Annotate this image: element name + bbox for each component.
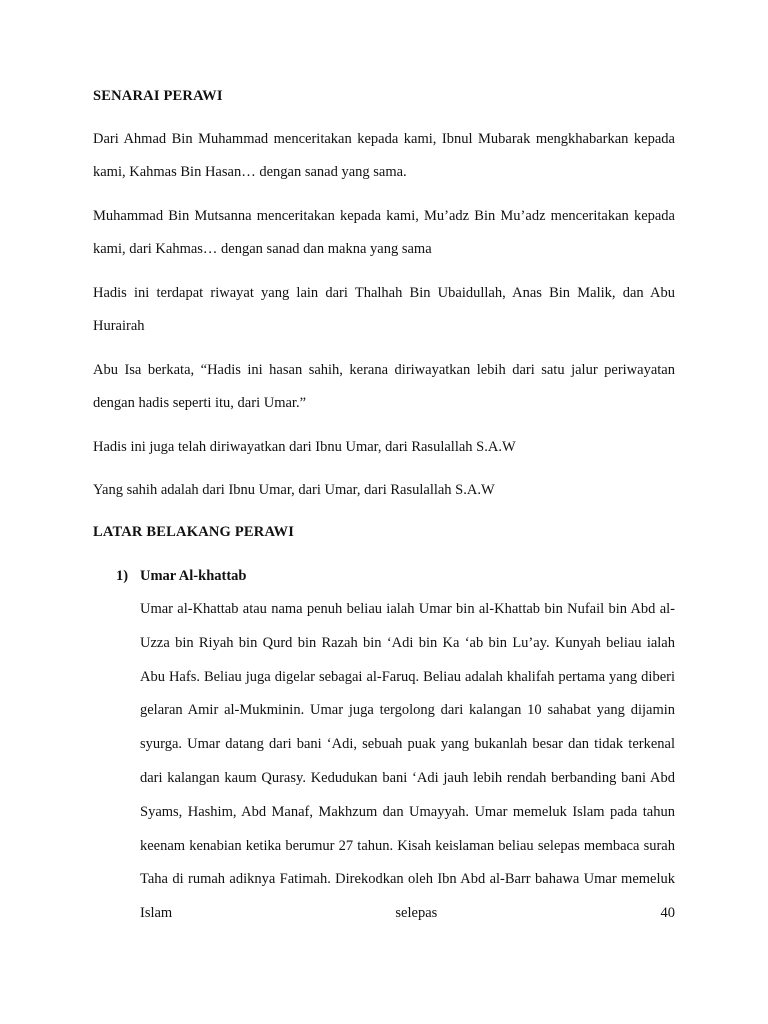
section-title-senarai-perawi: SENARAI PERAWI — [93, 88, 223, 104]
section-title-latar-belakang: LATAR BELAKANG PERAWI — [93, 524, 295, 540]
paragraph-3: Hadis ini terdapat riwayat yang lain dari Thalhah Bin Ubaidullah, Anas Bin Malik, dan Abu Hurairah — [93, 285, 675, 334]
paragraph-6: Yang sahih adalah dari Ibnu Umar, dari Umar, dari Rasulallah S.A.W — [93, 482, 495, 498]
paragraph-5: Hadis ini juga telah diriwayatkan dari Ibnu Umar, dari Rasulallah S.A.W — [93, 439, 516, 455]
paragraph-2: Muhammad Bin Mutsanna menceritakan kepada kami, Mu’adz Bin Mu’adz menceritakan kepada kami, dari Kahmas… dengan sanad dan makna yang sama — [93, 208, 675, 257]
list-item-heading — [116, 568, 246, 585]
list-item-number: 1) — [116, 568, 129, 584]
paragraph-4: Abu Isa berkata, “Hadis ini hasan sahih, kerana diriwayatkan lebih dari satu jalur periwayatan dengan hadis seperti itu, dari Umar.” — [93, 362, 675, 411]
list-item-title: Umar Al-khattab — [140, 568, 247, 584]
paragraph-1: Dari Ahmad Bin Muhammad menceritakan kepada kami, Ibnul Mubarak mengkhabarkan kepada kami, Kahmas Bin Hasan… dengan sanad yang sama. — [93, 131, 675, 180]
list-item-body: Umar al-Khattab atau nama penuh beliau ialah Umar bin al-Khattab bin Nufail bin Abd al-Uzza bin Riyah bin Qurd bin Razah bin ‘Adi bin Ka ‘ab bin Lu’ay. Kunyah beliau ialah Abu Hafs. Beliau juga digelar sebagai al-Faruq. Beliau adalah khalifah pertama yang diberi gelaran Amir al-Mukminin. Umar juga tergolong dari kalangan 10 sahabat yang dijamin syurga. Umar datang dari bani ‘Adi, sebuah puak yang bukanlah besar dan tidak terkenal dari kalangan kaum Qurasy. Kedudukan bani ‘Adi jauh lebih rendah berbanding bani Abd Syams, Hashim, Abd Manaf, Makhzum dan Umayyah. Umar memeluk Islam pada tahun keenam kenabian ketika berumur 27 tahun. Kisah keislaman beliau selepas membaca surah Taha di rumah adiknya Fatimah. Direkodkan oleh Ibn Abd al-Barr bahawa Umar memeluk Islam selepas 40 — [140, 601, 675, 922]
